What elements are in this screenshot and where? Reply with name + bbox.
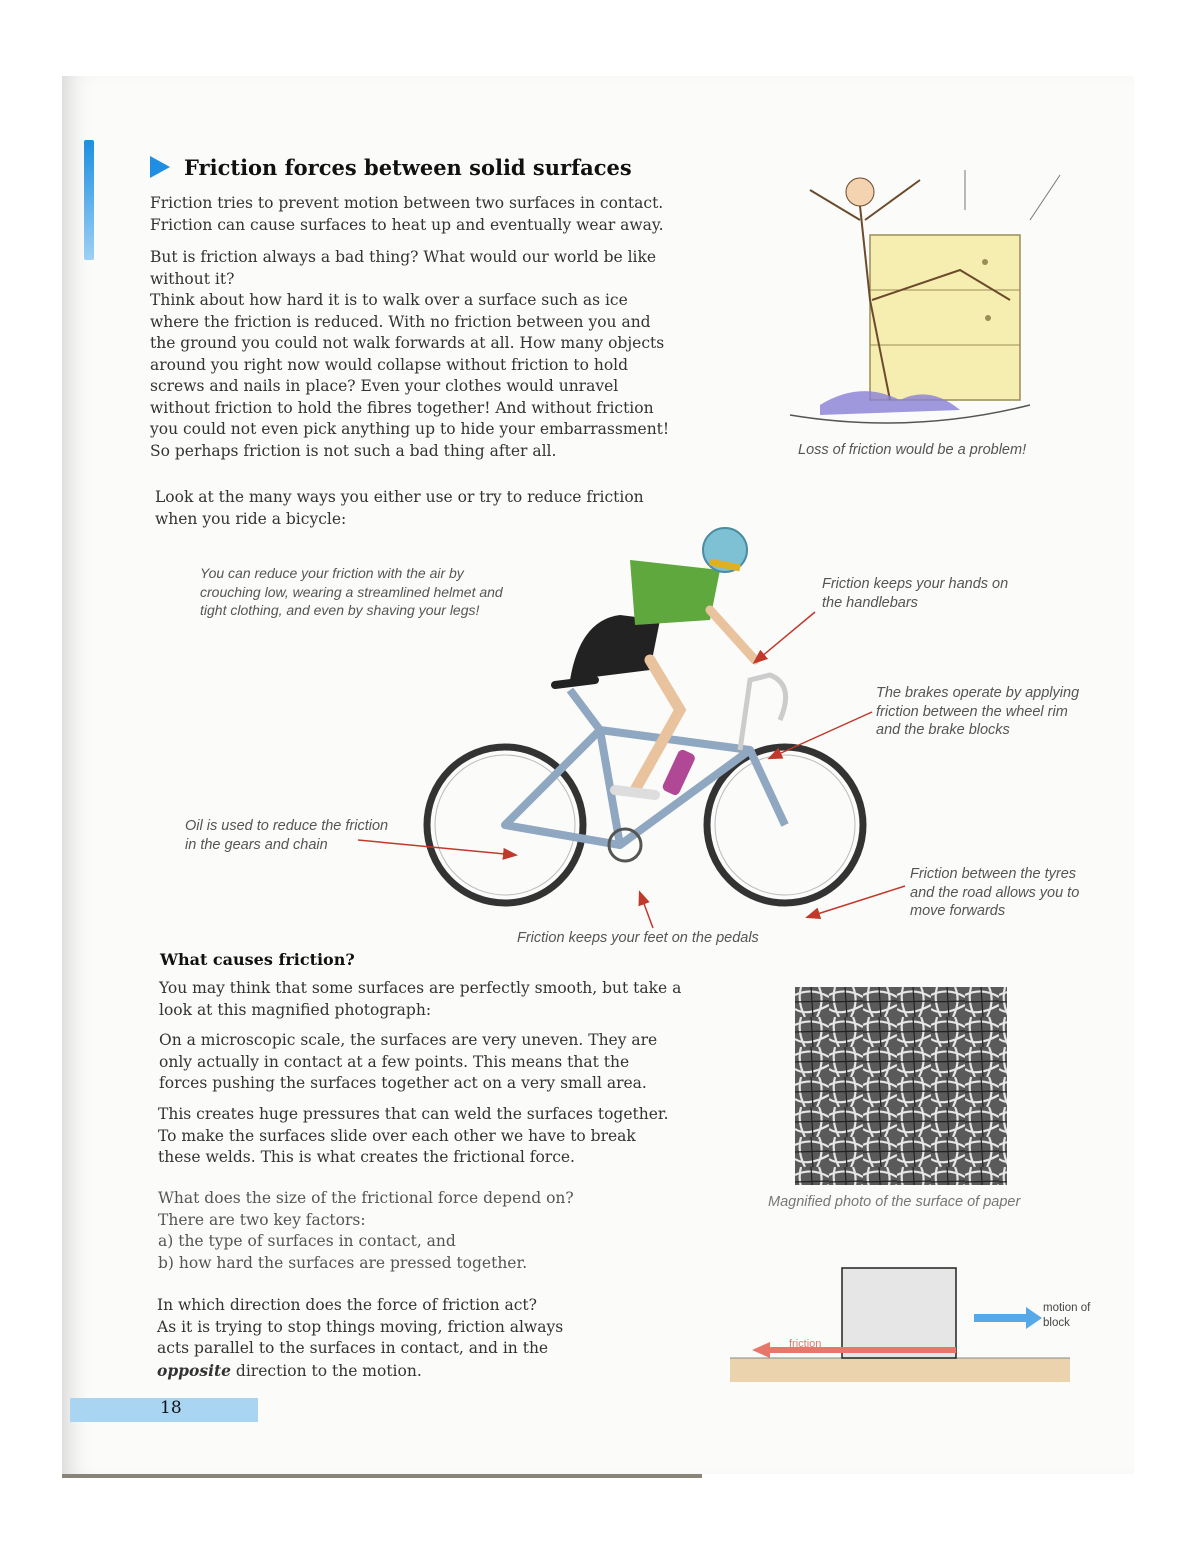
- motion-label: motion of block: [1043, 1302, 1091, 1329]
- arrow-brakes: [770, 712, 872, 758]
- ground-surface: [730, 1358, 1070, 1382]
- causes-paragraph-2: On a microscopic scale, the surfaces are very uneven. They are only actually in contact at a few points. This means that the forces pushing the surfaces together act on a very small area.: [159, 1031, 658, 1092]
- arrow-pedals: [640, 893, 653, 928]
- magnified-paper-photo: [795, 987, 1007, 1185]
- caption-pedals: Friction keeps your feet on the pedals: [517, 930, 759, 946]
- intro-paragraph-3: Look at the many ways you either use or try to reduce friction when you ride a bicycle:: [155, 488, 644, 528]
- arrow-tyres: [808, 886, 905, 917]
- sliding-block: [842, 1268, 956, 1358]
- causes-paragraph-5: In which direction does the force of friction act? As it is trying to stop things moving, friction always acts parallel to the surfaces in contact, and in the opposite direction to the motion.: [157, 1296, 564, 1380]
- photo-caption: Magnified photo of the surface of paper: [768, 1194, 1021, 1210]
- emphasis-opposite: opposite: [157, 1360, 231, 1380]
- heading-text: Friction forces between solid surfaces: [184, 155, 632, 180]
- arrow-handlebars: [755, 612, 815, 662]
- cartoon-caption: Loss of friction would be a problem!: [798, 442, 1027, 458]
- intro-paragraph-2: But is friction always a bad thing? What would our world be like without it? Think about how hard it is to walk over a surface such as ice where the friction is reduced. With no friction between you and the ground you could not walk forwards at all. How many objects around you right now would collapse without friction to hold screws and nails in place? Even your clothes would unravel without friction to hold the fibres together! And without friction you could not even pick anything up to hide your embarrassment! So perhaps friction is not such a bad thing after all.: [150, 248, 670, 460]
- motion-arrow: [974, 1307, 1042, 1329]
- caption-tyres: Friction between the tyres and the road allows you to move forwards: [910, 866, 1080, 919]
- caption-air-friction: You can reduce your friction with the air by crouching low, wearing a streamlined helmet and tight clothing, and even by shaving your legs!: [200, 565, 503, 618]
- causes-paragraph-3: This creates huge pressures that can weld the surfaces together. To make the surfaces slide over each other we have to break these welds. This is what creates the frictional force.: [158, 1105, 669, 1166]
- friction-label: friction: [789, 1338, 822, 1350]
- caption-brakes: The brakes operate by applying friction between the wheel rim and the brake blocks: [876, 685, 1080, 738]
- page-number: 18: [160, 1398, 182, 1418]
- causes-paragraph-4: What does the size of the frictional force depend on? There are two key factors: a) the type of surfaces in contact, and b) how hard the surfaces are pressed together.: [158, 1189, 574, 1272]
- intro-paragraph-1: Friction tries to prevent motion between two surfaces in contact. Friction can cause surfaces to heat up and eventually wear away.: [150, 194, 664, 234]
- causes-paragraph-1: You may think that some surfaces are perfectly smooth, but take a look at this magnified photograph:: [159, 979, 682, 1019]
- subheading-causes: What causes friction?: [160, 950, 355, 969]
- caption-handlebars: Friction keeps your hands on the handlebars: [822, 576, 1009, 611]
- caption-oil: Oil is used to reduce the friction in the gears and chain: [185, 818, 389, 853]
